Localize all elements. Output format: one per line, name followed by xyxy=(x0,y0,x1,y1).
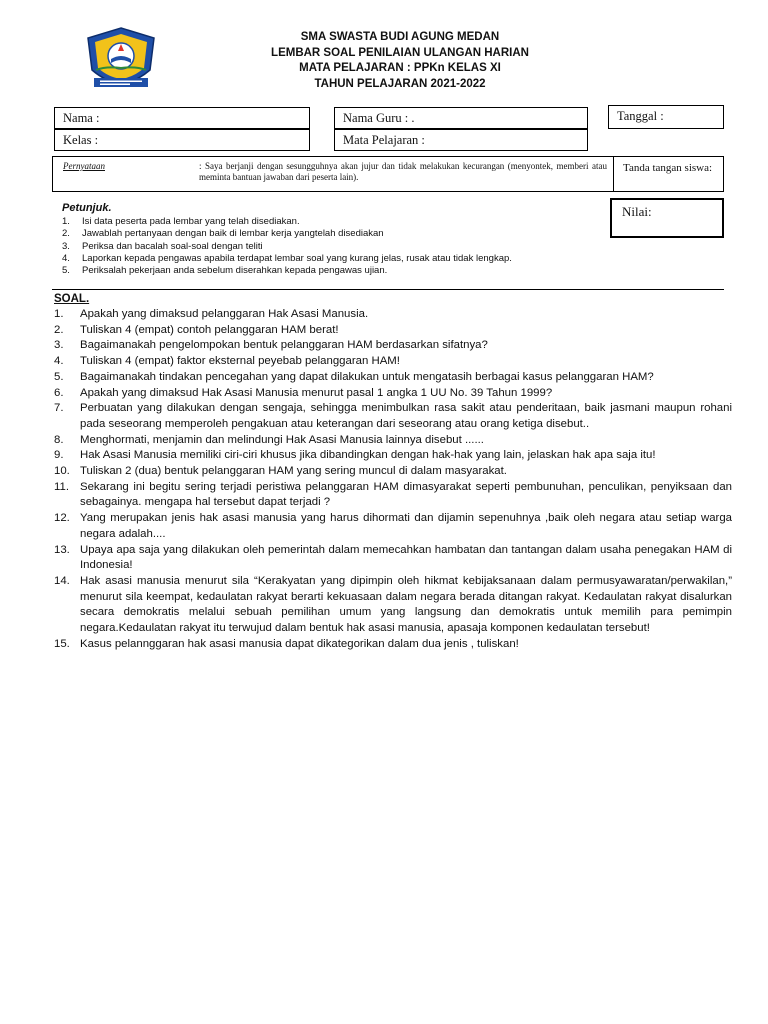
question-number: 15. xyxy=(54,637,70,650)
question-number: 12. xyxy=(54,512,70,525)
question-text: Hak Asasi Manusia memiliki ciri-ciri khusus jika dibandingkan dengan hak-hak yang lain, jelaskan hak apa saja itu! xyxy=(80,449,656,462)
date-field[interactable] xyxy=(608,105,724,129)
question-number: 6. xyxy=(54,386,64,399)
question-number: 8. xyxy=(54,433,64,446)
school-name: SMA SWASTA BUDI AGUNG MEDAN xyxy=(300,31,500,43)
instruction-text: Isi data peserta pada lembar yang telah disediakan. xyxy=(82,216,300,227)
date-label: Tanggal : xyxy=(617,109,664,123)
instruction-text: Periksalah pekerjaan anda sebelum diserahkan kepada pengawas ujian. xyxy=(82,265,388,277)
question-text: Apakah yang dimaksud Hak Asasi Manusia menurut pasal 1 angka 1 UU No. 39 Tahun 1999? xyxy=(80,386,553,399)
statement-divider xyxy=(613,157,614,191)
instruction-item xyxy=(62,265,622,277)
instruction-number: 3. xyxy=(62,240,70,252)
class-label: Kelas : xyxy=(63,133,99,147)
question-item xyxy=(54,637,732,653)
statement-text: : Saya berjanji dengan sesungguhnya akan jujur dan tidak melakukan kecurangan (menyontek, memberi atau meminta bantuan jawaban dari peserta lain). xyxy=(199,161,607,182)
question-item xyxy=(54,511,732,542)
section-divider xyxy=(52,289,724,290)
question-text: Bagaimanakah pengelompokan bentuk pelanggaran HAM berdasarkan sifatnya? xyxy=(80,339,488,352)
sheet-title: LEMBAR SOAL PENILAIAN ULANGAN HARIAN xyxy=(271,46,529,59)
question-item xyxy=(54,480,732,511)
question-text: Hak asasi manusia menurut sila “Kerakyatan yang dipimpin oleh hikmat kebijaksanaan dalam permusyawaratan/perwakilan,” menurut sila keempat, kedaulatan rakyat berarti kekuasaan dalam negara berada ditangan rakyat. Kedaulatan rakyat disalurkan secara demokratis melalui sebuah pemilihan umum yang langsung dan demokratis untuk memilih para pemimpin negara.Kedaulatan rakyat itu terwujud dalam bentuk hak asasi manusia, apasaja komponen kedaulatan tersebut! xyxy=(80,574,732,635)
question-text: Perbuatan yang dilakukan dengan sengaja, sehingga menimbulkan rasa sakit atau penderitaan, baik jasmani maupun rohani pada seseorang memperoleh pengakuan atau keterangan dari seseorang atau orang ketiga disebut.. xyxy=(80,402,732,430)
question-text: Tuliskan 4 (empat) contoh pelanggaran HAM berat! xyxy=(80,323,339,336)
question-number: 13. xyxy=(54,543,70,556)
instruction-number: 2. xyxy=(62,228,70,240)
question-item xyxy=(54,307,732,323)
statement-label: Pernyataan xyxy=(63,161,105,171)
document-header xyxy=(200,30,600,92)
question-text: Yang merupakan jenis hak asasi manusia yang harus dihormati dan dijamin sepenuhnya ,baik oleh negara atau setiap warga negara adalah.... xyxy=(80,512,732,540)
subject-line: MATA PELAJARAN : PPKn KELAS XI xyxy=(299,62,501,74)
name-label: Nama : xyxy=(63,111,100,125)
question-item xyxy=(54,433,732,449)
question-text: Apakah yang dimaksud pelanggaran Hak Asasi Manusia. xyxy=(80,308,369,320)
question-number: 7. xyxy=(54,402,64,415)
instruction-number: 4. xyxy=(62,252,70,264)
instruction-item xyxy=(62,241,622,253)
question-number: 2. xyxy=(54,323,64,336)
question-item xyxy=(54,464,732,480)
class-field[interactable] xyxy=(54,129,310,151)
instruction-number: 1. xyxy=(62,216,70,227)
question-number: 3. xyxy=(54,339,64,352)
instruction-item xyxy=(62,216,622,228)
questions-title: SOAL. xyxy=(54,293,90,305)
signature-field[interactable]: Tanda tangan siswa: xyxy=(623,162,713,174)
instructions-title: Petunjuk. xyxy=(62,202,112,214)
question-item xyxy=(54,323,732,339)
question-text: Menghormati, menjamin dan melindungi Hak Asasi Manusia lainnya disebut ...... xyxy=(80,433,484,446)
questions-list xyxy=(54,307,732,652)
question-number: 9. xyxy=(54,449,64,462)
question-text: Upaya apa saja yang dilakukan oleh pemerintah dalam memecahkan hambatan dan tantangan dalam usaha penegakan HAM di Indonesia! xyxy=(80,543,732,572)
question-text: Kasus pelannggaran hak asasi manusia dapat dikategorikan dalam dua jenis , tuliskan! xyxy=(80,637,519,650)
teacher-label: Nama Guru : . xyxy=(343,111,415,125)
subject-label: Mata Pelajaran : xyxy=(343,133,425,147)
question-number: 11. xyxy=(54,480,69,493)
school-logo xyxy=(84,26,158,90)
question-text: Tuliskan 4 (empat) faktor eksternal peyebab pelanggaran HAM! xyxy=(80,355,400,368)
question-number: 1. xyxy=(54,308,64,320)
question-item xyxy=(54,354,732,370)
score-box[interactable]: Nilai: xyxy=(610,198,724,238)
question-number: 10. xyxy=(54,465,70,478)
question-item xyxy=(54,401,732,432)
question-text: Tuliskan 2 (dua) bentuk pelanggaran HAM yang sering muncul di dalam masyarakat. xyxy=(80,465,507,478)
question-item xyxy=(54,574,732,637)
question-number: 4. xyxy=(54,355,64,368)
question-item xyxy=(54,370,732,386)
instruction-number: 5. xyxy=(62,265,70,277)
question-number: 14. xyxy=(54,574,70,587)
instruction-item xyxy=(62,228,622,240)
name-field[interactable] xyxy=(54,107,310,129)
question-number: 5. xyxy=(54,370,64,383)
instruction-text: Periksa dan bacalah soal-soal dengan teliti xyxy=(82,240,263,252)
subject-field[interactable] xyxy=(334,129,588,151)
instruction-text: Jawablah pertanyaan dengan baik di lembar kerja yangtelah disediakan xyxy=(82,228,384,240)
academic-year: TAHUN PELAJARAN 2021-2022 xyxy=(314,77,486,90)
instruction-item xyxy=(62,253,622,265)
question-text: Bagaimanakah tindakan pencegahan yang dapat dilakukan untuk mengatasih berbagai kasus pelanggaran HAM? xyxy=(80,370,654,383)
instructions xyxy=(62,202,622,277)
question-item xyxy=(54,386,732,402)
teacher-field[interactable] xyxy=(334,107,588,129)
instructions-list xyxy=(62,216,622,277)
instruction-text: Laporkan kepada pengawas apabila terdapat lembar soal yang kurang jelas, rusak atau tidak lengkap. xyxy=(82,252,512,264)
question-text: Sekarang ini begitu sering terjadi peristiwa pelanggaran HAM dimasyarakat seperti pembunuhan, penculikan, penyiksaan dan sebagainya. mengapa hal tersebut dapat terjadi ? xyxy=(80,480,732,509)
statement-box xyxy=(52,156,724,192)
question-item xyxy=(54,338,732,354)
question-item xyxy=(54,448,732,464)
question-item xyxy=(54,543,732,574)
